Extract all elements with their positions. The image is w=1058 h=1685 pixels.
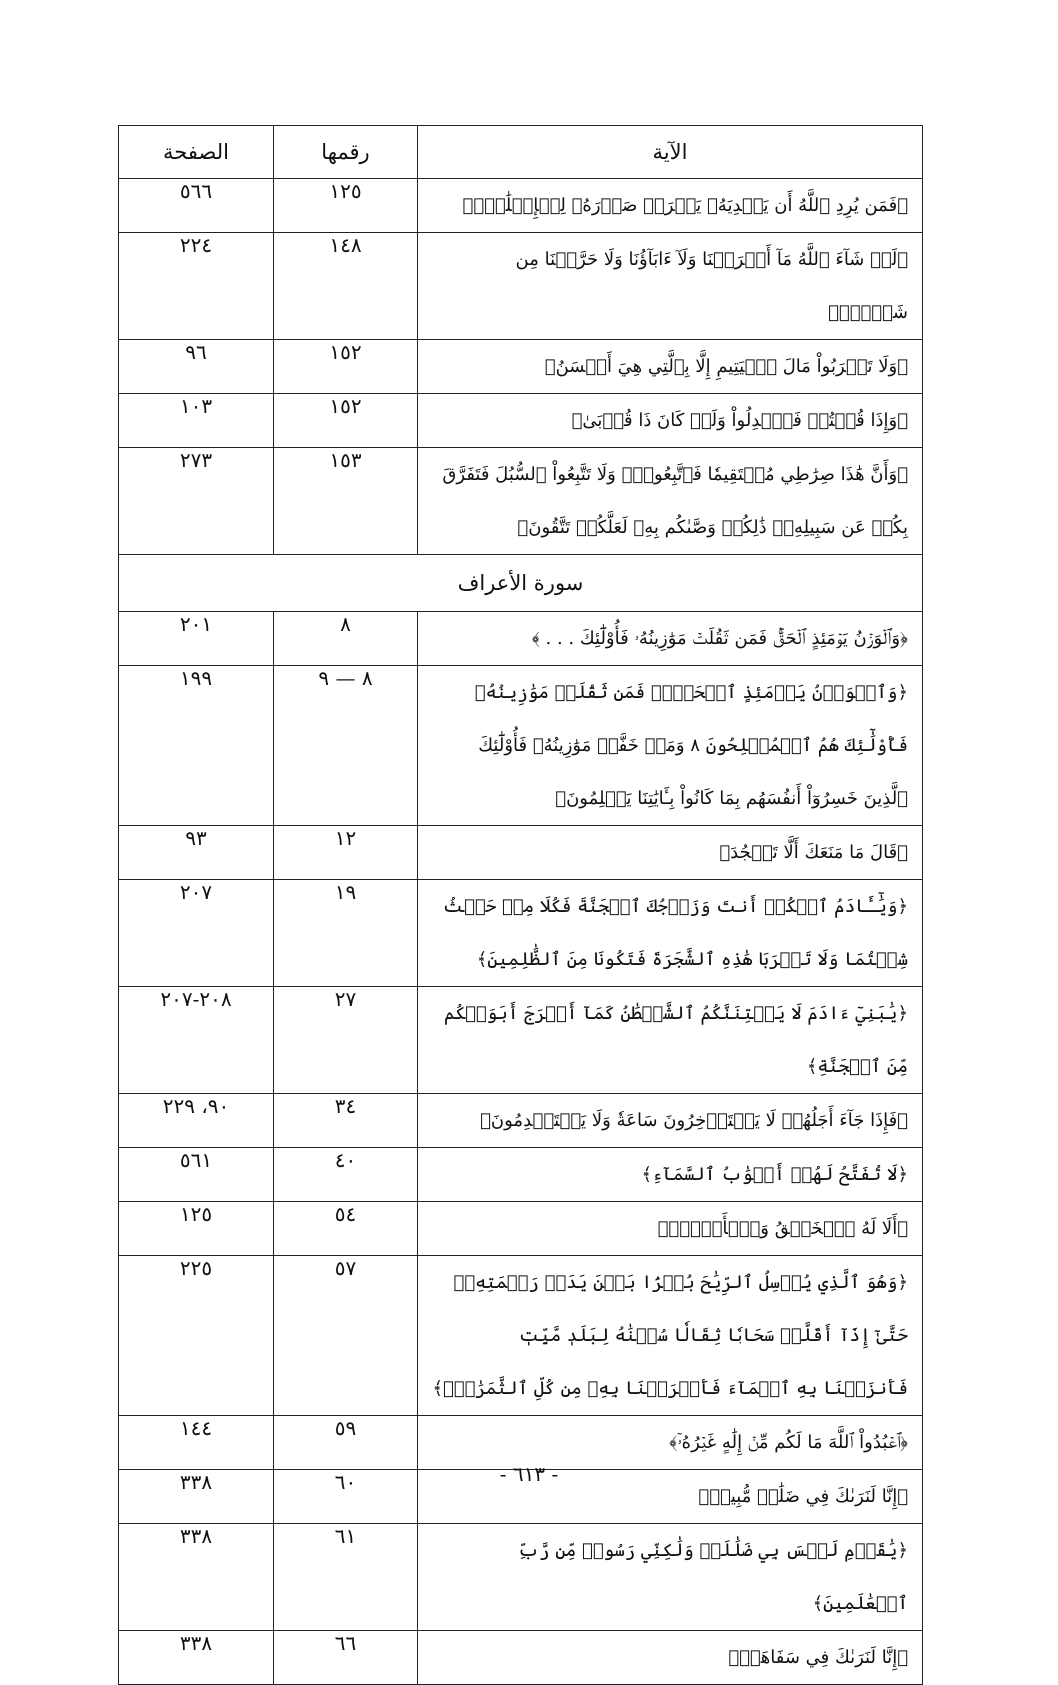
table-row [119, 1256, 923, 1416]
ayah-number-cell: ٢٧ [274, 987, 418, 1094]
page-cell: ٣٣٨ [119, 1524, 274, 1631]
table-row [119, 448, 923, 555]
page-cell: ٢٢٤ [119, 233, 274, 340]
ayah-cell: ﴿وَأَنَّ هَٰذَا صِرَٰطِي مُسۡتَقِيمٗا فَٱتَّبِعُوهُۖ وَلَا تَتَّبِعُواْ ٱلسُّبُلَ فَتَفَرَّقَ بِكُمۡ عَن سَبِيلِهِۦۚ ذَٰلِكُمۡ وَصَّىٰكُم بِهِۦ لَعَلَّكُمۡ تَتَّقُونَ﴾ [418, 448, 923, 555]
ayah-number-cell: ٥٩ [274, 1416, 418, 1470]
ayah-cell: ﴿وَٱلۡوَزۡنُ يَوۡمَئِذٍ ٱلۡحَقُّۚ فَمَن ثَقُلَتۡ مَوَٰزِينُهُۥ فَأُوْلَٰٓئِكَ هُمُ ٱلۡمُفۡلِحُونَ ٨ وَمَنۡ خَفَّتۡ مَوَٰزِينُهُۥ فَأُوْلَٰٓئِكَ ٱلَّذِينَ خَسِرُوٓاْ أَنفُسَهُم بِمَا كَانُواْ بِـَٔايَٰتِنَا يَظۡلِمُونَ﴾ [418, 666, 923, 826]
ayah-number-cell: ١٢٥ [274, 179, 418, 233]
ayah-cell: ﴿يَٰقَوۡمِ لَيۡسَ بِي ضَلَٰلَةٞ وَلَٰكِنِّي رَسُولٞ مِّن رَّبِّ ٱلۡعَٰلَمِينَ﴾ [418, 1524, 923, 1631]
ayah-number-cell: ٥٧ [274, 1256, 418, 1416]
table-row [119, 394, 923, 448]
ayah-cell: ﴿فَمَن يُرِدِ ٱللَّهُ أَن يَهۡدِيَهُۥ يَشۡرَحۡ صَدۡرَهُۥ لِلۡإِسۡلَٰمِۖ﴾ [418, 179, 923, 233]
page-cell: ٢٠٧ [119, 880, 274, 987]
ayah-number-cell: ١٥٣ [274, 448, 418, 555]
surah-title-row [119, 555, 923, 612]
ayah-number-cell: ١٢ [274, 826, 418, 880]
ayah-number-cell: ٥٤ [274, 1202, 418, 1256]
table-row [119, 1631, 923, 1685]
ayah-cell: ﴿لَوۡ شَآءَ ٱللَّهُ مَآ أَشۡرَكۡنَا وَلَآ ءَابَآؤُنَا وَلَا حَرَّمۡنَا مِن شَيۡءٖۚ﴾ [418, 233, 923, 340]
page-number-footer: - ٦١٣ - [499, 1462, 559, 1486]
page-cell: ٢٠١ [119, 612, 274, 666]
ayah-number-cell: ١٤٨ [274, 233, 418, 340]
ayah-number-cell: ٨ — ٩ [274, 666, 418, 826]
ayah-cell: ﴿وَهُوَ ٱلَّذِي يُرۡسِلُ ٱلرِّيَٰحَ بُشۡرَۢا بَيۡنَ يَدَيۡ رَحۡمَتِهِۦۖ حَتَّىٰٓ إِذَآ أَقَلَّتۡ سَحَابٗا ثِقَالٗا سُقۡنَٰهُ لِبَلَدٖ مَّيِّتٖ فَأَنزَلۡنَا بِهِ ٱلۡمَآءَ فَأَخۡرَجۡنَا بِهِۦ مِن كُلِّ ٱلثَّمَرَٰتِۚ﴾ [418, 1256, 923, 1416]
page-cell: ١٢٥ [119, 1202, 274, 1256]
table-row [119, 826, 923, 880]
page-cell: ٣٣٨ [119, 1470, 274, 1524]
ayah-cell: ﴿يَٰبَنِيٓ ءَادَمَ لَا يَفۡتِنَنَّكُمُ ٱلشَّيۡطَٰنُ كَمَآ أَخۡرَجَ أَبَوَيۡكُم مِّنَ ٱلۡجَنَّةِ﴾ [418, 987, 923, 1094]
page-cell: ٥٦١ [119, 1148, 274, 1202]
ayah-number-cell: ١٩ [274, 880, 418, 987]
ayah-cell: ﴿وَلَا تَقۡرَبُواْ مَالَ ٱلۡيَتِيمِ إِلَّا بِٱلَّتِي هِيَ أَحۡسَنُ﴾ [418, 340, 923, 394]
page-cell: ١٩٩ [119, 666, 274, 826]
page-cell: ٩٣ [119, 826, 274, 880]
table-row [119, 612, 923, 666]
page-cell: ٩٦ [119, 340, 274, 394]
ayah-cell: ﴿فَإِذَا جَآءَ أَجَلُهُمۡ لَا يَسۡتَأۡخِرُونَ سَاعَةٗ وَلَا يَسۡتَقۡدِمُونَ﴾ [418, 1094, 923, 1148]
header-number: رقمها [274, 126, 418, 179]
ayah-number-cell: ٤٠ [274, 1148, 418, 1202]
page-cell: ١٤٤ [119, 1416, 274, 1470]
table-row [119, 1202, 923, 1256]
table-row [119, 1148, 923, 1202]
ayah-cell: ﴿ٱعۡبُدُواْ ٱللَّهَ مَا لَكُم مِّنۡ إِلَٰهٍ غَيۡرُهُۥٓ﴾ [418, 1416, 923, 1470]
page-cell: ٢٧٣ [119, 448, 274, 555]
header-ayah: الآية [418, 126, 923, 179]
page-cell: ٢٢٥ [119, 1256, 274, 1416]
ayah-number-cell: ٣٤ [274, 1094, 418, 1148]
table-row [119, 880, 923, 987]
ayah-cell: ﴿وَيَٰٓـَٔادَمُ ٱسۡكُنۡ أَنتَ وَزَوۡجُكَ ٱلۡجَنَّةَ فَكُلَا مِنۡ حَيۡثُ شِئۡتُمَا وَلَا تَقۡرَبَا هَٰذِهِ ٱلشَّجَرَةَ فَتَكُونَا مِنَ ٱلظَّٰلِمِينَ﴾ [418, 880, 923, 987]
table-row [119, 1524, 923, 1631]
ayah-cell: ﴿أَلَا لَهُ ٱلۡخَلۡقُ وَٱلۡأَمۡرُۗ﴾ [418, 1202, 923, 1256]
ayah-cell: ﴿إِنَّا لَنَرَىٰكَ فِي سَفَاهَةٖ﴾ [418, 1631, 923, 1685]
ayah-cell: ﴿وَإِذَا قُلۡتُمۡ فَٱعۡدِلُواْ وَلَوۡ كَانَ ذَا قُرۡبَىٰ﴾ [418, 394, 923, 448]
page-cell: ٥٦٦ [119, 179, 274, 233]
header-page: الصفحة [119, 126, 274, 179]
ayah-number-cell: ٦٦ [274, 1631, 418, 1685]
ayah-cell: ﴿إِنَّا لَنَرَىٰكَ فِي ضَلَٰلٖ مُّبِينٖ﴾ [418, 1470, 923, 1524]
table-header-row [119, 126, 923, 179]
table-row [119, 1094, 923, 1148]
ayah-number-cell: ١٥٢ [274, 394, 418, 448]
ayah-number-cell: ٦٠ [274, 1470, 418, 1524]
page-cell: ٩٠، ٢٢٩ [119, 1094, 274, 1148]
ayah-cell: ﴿لَا تُفَتَّحُ لَهُمۡ أَبۡوَٰبُ ٱلسَّمَآءِ﴾ [418, 1148, 923, 1202]
ayah-cell: ﴿وَٱلۡوَزۡنُ يَوۡمَئِذٍ ٱلۡحَقُّۚ فَمَن ثَقُلَتۡ مَوَٰزِينُهُۥ فَأُوْلَٰٓئِكَ . . . ﴾ [418, 612, 923, 666]
table-row [119, 987, 923, 1094]
ayah-number-cell: ١٥٢ [274, 340, 418, 394]
surah-title: سورة الأعراف [119, 555, 923, 612]
table-row [119, 233, 923, 340]
verse-index-table [118, 125, 923, 1685]
table-row [119, 666, 923, 826]
page-cell: ١٠٣ [119, 394, 274, 448]
ayah-number-cell: ٨ [274, 612, 418, 666]
ayah-cell: ﴿قَالَ مَا مَنَعَكَ أَلَّا تَسۡجُدَ﴾ [418, 826, 923, 880]
table-row [119, 179, 923, 233]
table-row [119, 340, 923, 394]
ayah-number-cell: ٦١ [274, 1524, 418, 1631]
page-cell: ٣٣٨ [119, 1631, 274, 1685]
page-cell: ٢٠٨-٢٠٧ [119, 987, 274, 1094]
